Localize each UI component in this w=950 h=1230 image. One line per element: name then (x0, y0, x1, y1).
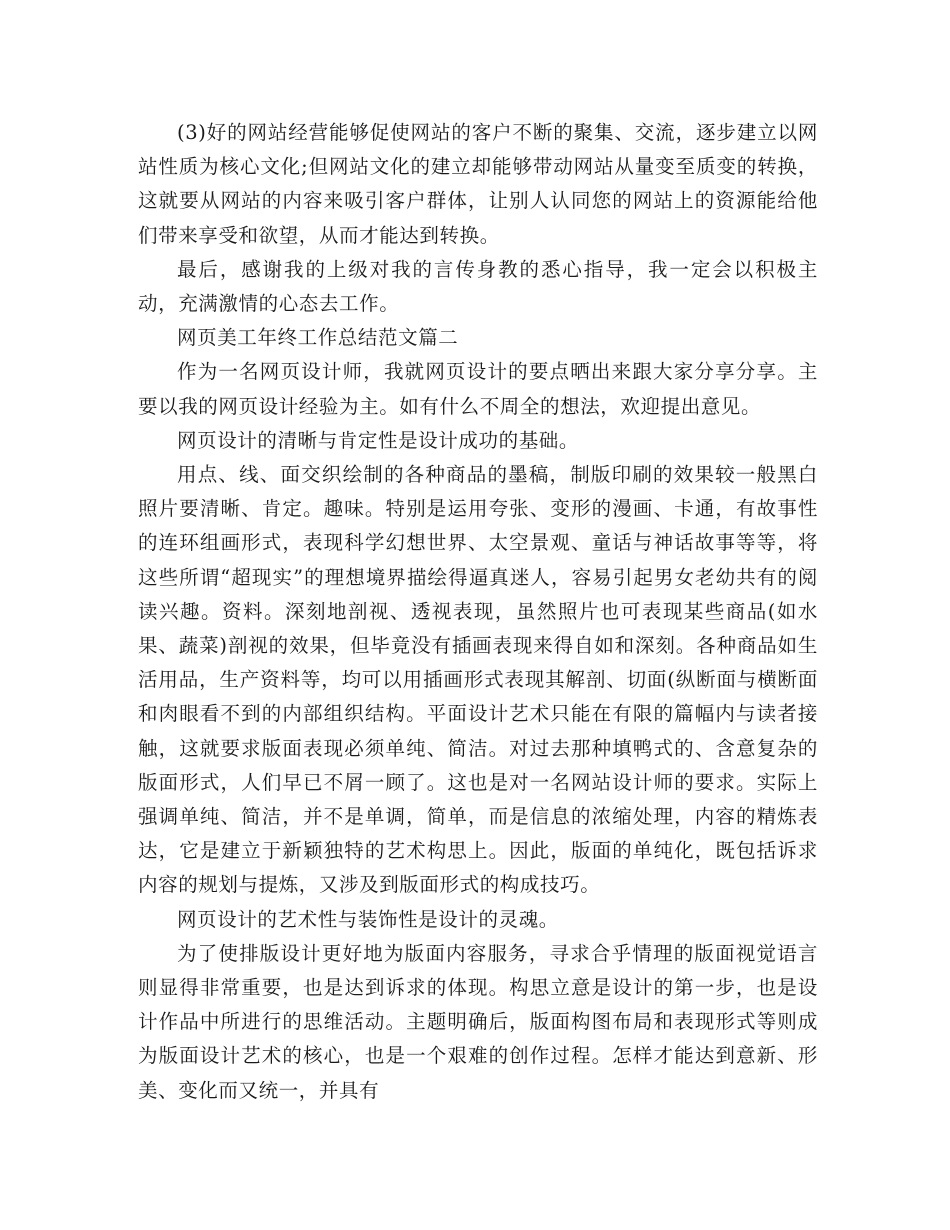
section-heading: 网页美工年终工作总结范文篇二 (177, 326, 459, 350)
paragraph-website-culture: (3)好的网站经营能够促使网站的客户不断的聚集、交流，逐步建立以网站性质为核心文化;但网站文化的建立却能够带动网站从量变至质变的转换，这就要从网站的内容来吸引客户群体，让别人认同您的网站上的资源能给他们带来享受和欲望，从而才能达到转换。 (138, 121, 818, 247)
paragraph-intro: 作为一名网页设计师，我就网页设计的要点晒出来跟大家分享分享。主要以我的网页设计经验为主。如有什么不周全的想法，欢迎提出意见。 (138, 360, 818, 418)
paragraph-closing-thanks: 最后，感谢我的上级对我的言传身教的悉心指导，我一定会以积极主动，充满激情的心态去工作。 (138, 257, 818, 316)
point-heading-artistry: 网页设计的艺术性与装饰性是设计的灵魂。 (177, 907, 559, 931)
point-heading-clarity: 网页设计的清晰与肯定性是设计成功的基础。 (177, 428, 580, 452)
paragraph-clarity-detail: 用点、线、面交织绘制的各种商品的墨稿，制版印刷的效果较一般黑白照片要清晰、肯定。趣味。特别是运用夸张、变形的漫画、卡通，有故事性的连环组画形式，表现科学幻想世界、太空景观、童话与神话故事等等，将这些所谓“超现实”的理想境界描绘得逼真迷人，容易引起男女老幼共有的阅读兴趣。资料。深刻地剖视、透视表现，虽然照片也可表现某些商品(如水果、蔬菜)剖视的效果，但毕竟没有插画表现来得自如和深刻。各种商品如生活用品，生产资料等，均可以用插画形式表现其解剖、切面(纵断面与横断面和肉眼看不到的内部组织结构。平面设计艺术只能在有限的篇幅内与读者接触，这就要求版面表现必须单纯、简洁。对过去那种填鸭式的、含意复杂的版面形式，人们早已不屑一顾了。这也是对一名网站设计师的要求。实际上强调单纯、简洁，并不是单调，简单，而是信息的浓缩处理，内容的精炼表达，它是建立于新颖独特的艺术构思上。因此，版面的单纯化，既包括诉求内容的规划与提炼，又涉及到版面形式的构成技巧。 (138, 463, 818, 897)
paragraph-artistry-detail: 为了使排版设计更好地为版面内容服务，寻求合乎情理的版面视觉语言则显得非常重要，也是达到诉求的体现。构思立意是设计的第一步，也是设计作品中所进行的思维活动。主题明确后，版面构图布局和表现形式等则成为版面设计艺术的核心，也是一个艰难的创作过程。怎样才能达到意新、形美、变化而又统一，并具有 (138, 941, 818, 1102)
document-body (138, 116, 818, 1108)
